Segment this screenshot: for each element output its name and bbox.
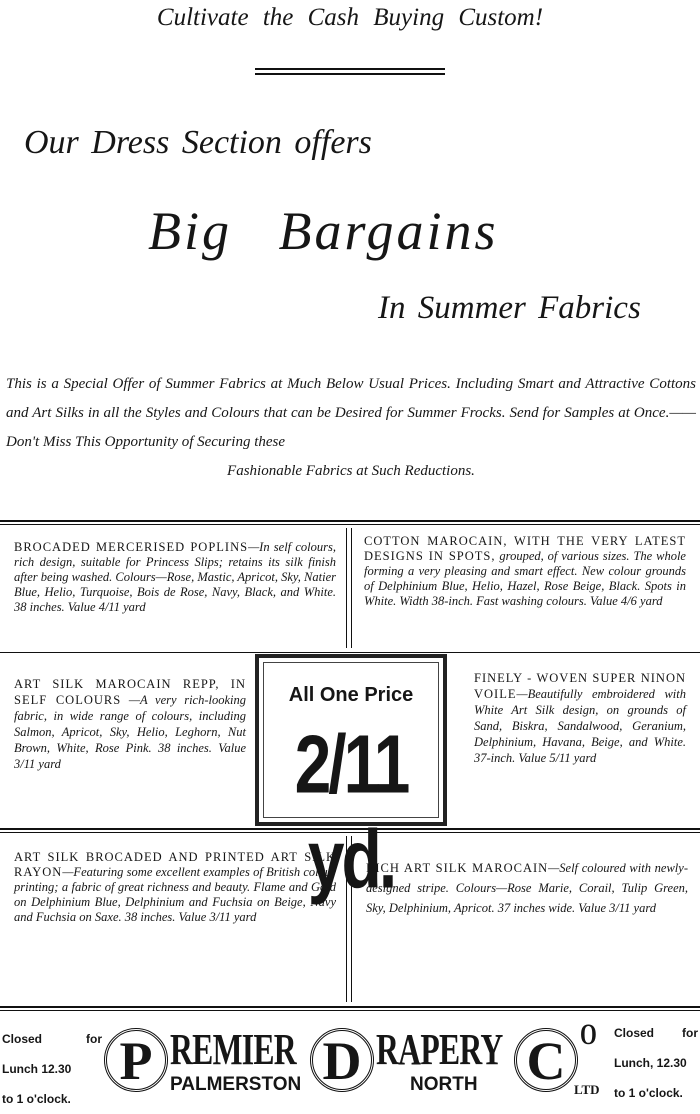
logo-initial-c: C — [514, 1028, 578, 1092]
headline-summer-fabrics: In Summer Fabrics — [378, 290, 641, 326]
lunch-left-line-2: Lunch 12.30 — [2, 1062, 72, 1076]
intro-last-line: Fashionable Fabrics at Such Reductions. — [227, 463, 475, 479]
price-label: All One Price — [288, 684, 414, 706]
headline-big-bargains: Big Bargains — [148, 201, 499, 261]
logo-city-palmerston: PALMERSTON — [170, 1074, 302, 1095]
item-text: —In self colours, rich design, suitable for Princess Slips; retains its silk finish after being washed. Colours—Rose, Mastic, Apricot, Sky, Natier Blue, Helio, Turquoise, Bois de Rose, Navy, Black, and White. 38 inches. Value 4/11 yard — [14, 540, 336, 614]
row-rule-1 — [0, 652, 700, 653]
item-text: —Beautifully embroidered with White Art Silk design, on grounds of Sand, Biskra, Sandalwood, Geranium, Delphinium, Havana, Beige, and White. 37-inch. Value 5/11 yard — [474, 687, 686, 765]
lunch-right-line-1: Closed for — [614, 1026, 698, 1040]
item-text: grouped, of various sizes. The whole forming a very pleasing and smart effect. New colour grounds of Delphinium Blue, Helio, Hazel, Rose Beige, Black. Spots in White. Width 38-inch. Fast washing colours. Value 4/6 yard — [364, 549, 686, 608]
price-box — [255, 654, 447, 905]
item-heading: ART SILK BROCADED AND PRINTED ART SILK RAYON — [14, 850, 336, 879]
intro-paragraph — [6, 370, 696, 486]
logo-initial-d: D — [310, 1028, 374, 1092]
item-heading: ART SILK MAROCAIN REPP, IN SELF COLOURS — [14, 677, 246, 707]
intro-body: This is a Special Offer of Summer Fabrics at Much Below Usual Prices. Including Smart and Attractive Cottons and Art Silks in all the Styles and Colours that can be Desired for Summer Frocks. Send for Samples at Once.——Don't Miss This Opportunity of Securing these — [6, 376, 696, 450]
section-rule-top — [0, 520, 700, 525]
store-logo — [104, 1018, 600, 1100]
item-text: —Featuring some excellent examples of British colour printing; a fabric of great richness and beauty. Flame and Gold on Delphinium Blue, Delphinium and Fuchsia on Beige, Navy and Fuchsia on Saxe. 38 inches. Value 3/11 yard — [14, 865, 336, 924]
item-cotton-marocain — [364, 534, 686, 609]
price-value: 2/11 yd. — [294, 717, 408, 905]
logo-word-remier: REMIER — [170, 1025, 296, 1074]
tagline: Cultivate the Cash Buying Custom! — [156, 4, 544, 31]
column-divider-1 — [346, 528, 352, 648]
item-brocaded-rayon — [14, 850, 336, 925]
item-heading: RICH ART SILK MAROCAIN — [366, 861, 549, 875]
lunch-right-line-2: Lunch, 12.30 — [614, 1056, 687, 1070]
lunch-notice-left — [2, 1024, 102, 1114]
item-ninon-voile — [474, 670, 686, 766]
logo-word-rapery: RAPERY — [376, 1025, 503, 1074]
item-heading: COTTON MAROCAIN, WITH THE VERY LATEST DESIGNS IN SPOTS, — [364, 534, 686, 563]
item-text: —Self coloured with newly-designed stripe. Colours—Rose Marie, Corail, Tulip Green, Sky, Delphinium, Apricot. 37 inches wide. Value 3/11 yard — [366, 861, 688, 915]
section-rule-bottom — [0, 1006, 700, 1011]
lunch-right-line-3: to 1 o'clock. — [614, 1086, 683, 1100]
item-rich-marocain — [366, 858, 688, 918]
lunch-notice-right — [614, 1018, 698, 1108]
logo-suffix-o: O — [580, 1018, 597, 1051]
item-marocain-repp — [14, 676, 246, 772]
logo-city-north: NORTH — [410, 1074, 478, 1095]
lunch-left-line-3: to 1 o'clock. — [2, 1092, 71, 1106]
logo-initial-p: P — [104, 1028, 168, 1092]
headline-dress-section: Our Dress Section offers — [24, 124, 372, 161]
item-text: —A very rich-looking fabric, in wide range of colours, including Salmon, Apricot, Sky, Helio, Leghorn, Nut Brown, White, Rose Pink. 38 inches. Value 3/11 yard — [14, 693, 246, 771]
lunch-left-line-1: Closed for — [2, 1032, 102, 1046]
item-heading: FINELY - WOVEN SUPER NINON VOILE — [474, 671, 686, 701]
double-rule — [255, 68, 445, 75]
item-heading: BROCADED MERCERISED POPLINS — [14, 540, 249, 554]
logo-ltd: LTD — [574, 1082, 600, 1097]
item-brocaded-poplins — [14, 540, 336, 615]
